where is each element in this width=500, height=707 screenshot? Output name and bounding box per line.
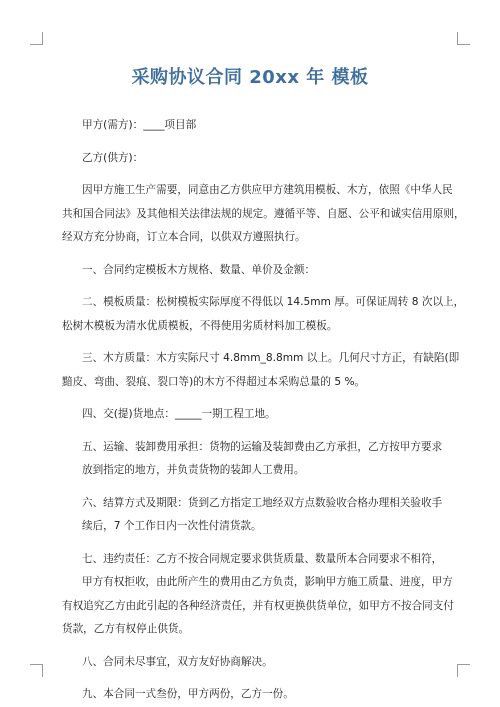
document-title: 采购协议合同 20xx 年 模板	[131, 67, 369, 88]
party-a-line: 甲方(需方)：____项目部	[82, 119, 197, 131]
crop-mark-bottom-right	[457, 664, 470, 677]
clause-1: 一、合同约定模板木方规格、数量、单价及金额：	[82, 263, 316, 276]
clause-7-line-4: 货款，乙方有权停止供货。	[62, 623, 190, 635]
crop-mark-top-right	[457, 32, 470, 45]
clause-7-line-2: 甲方有权拒收，由此所产生的费用由乙方负责，影响甲方施工质量、进度，甲方	[82, 576, 453, 588]
clause-6-line-2: 续后，7 个工作日内一次性付清货款。	[82, 520, 262, 532]
clause-5-line-1: 五、运输、装卸费用承担：货物的运输及装卸费由乙方承担，乙方按甲方要求	[82, 440, 443, 453]
clause-3-line-1: 三、木方质量：木方实际尺寸 4.8mm_8.8mm 以上。几何尺寸方正，有缺陷(即	[82, 352, 460, 364]
clause-5-line-2: 放到指定的地方，并负责货物的装卸人工费用。	[82, 464, 305, 476]
document-body	[62, 114, 465, 707]
preamble-line-1: 因甲方施工生产需要，同意由乙方供应甲方建筑用模板、木方，依照《中华人民	[82, 184, 453, 196]
clause-4: 四、交(提)货地点：_____一期工程工地。	[82, 408, 276, 420]
clause-6-line-1: 六、结算方式及期限：货到乙方指定工地经双方点数验收合格办理相关验收手	[82, 496, 443, 509]
preamble-line-2: 共和国合同法》及其他相关法律法规的规定。遵循平等、自愿、公平和诚实信用原则，	[62, 207, 465, 220]
clause-7-line-3: 有权追究乙方由此引起的各种经济责任，并有权更换供货单位，如甲方不按合同支付	[62, 599, 454, 612]
crop-mark-bottom-left	[30, 664, 43, 677]
clause-3-line-2: 黯皮、弯曲、裂痕、裂口等)的木方不得超过本采购总量的 5 %。	[62, 375, 366, 388]
clause-8: 八、合同未尽事宜，双方友好协商解决。	[82, 655, 273, 668]
party-b-line: 乙方(供方)：	[82, 151, 144, 164]
clause-2-line-2: 松树木模板为清水优质模板，不得使用劣质材料加工模板。	[62, 319, 338, 332]
crop-mark-top-left	[30, 32, 43, 45]
clause-7-line-1: 七、违约责任：乙方不按合同规定要求供货质量、数量所本合同要求不相符，	[82, 552, 443, 565]
clause-2-line-1: 二、模板质量：松树模板实际厚度不得低以 14.5mm 厚。可保证周转 8 次以上，	[82, 296, 465, 308]
preamble-line-3: 经双方充分协商，订立本合同，以供双方遵照执行。	[62, 231, 306, 243]
clause-9: 九、本合同一式叁份，甲方两份，乙方一份。	[82, 688, 294, 700]
